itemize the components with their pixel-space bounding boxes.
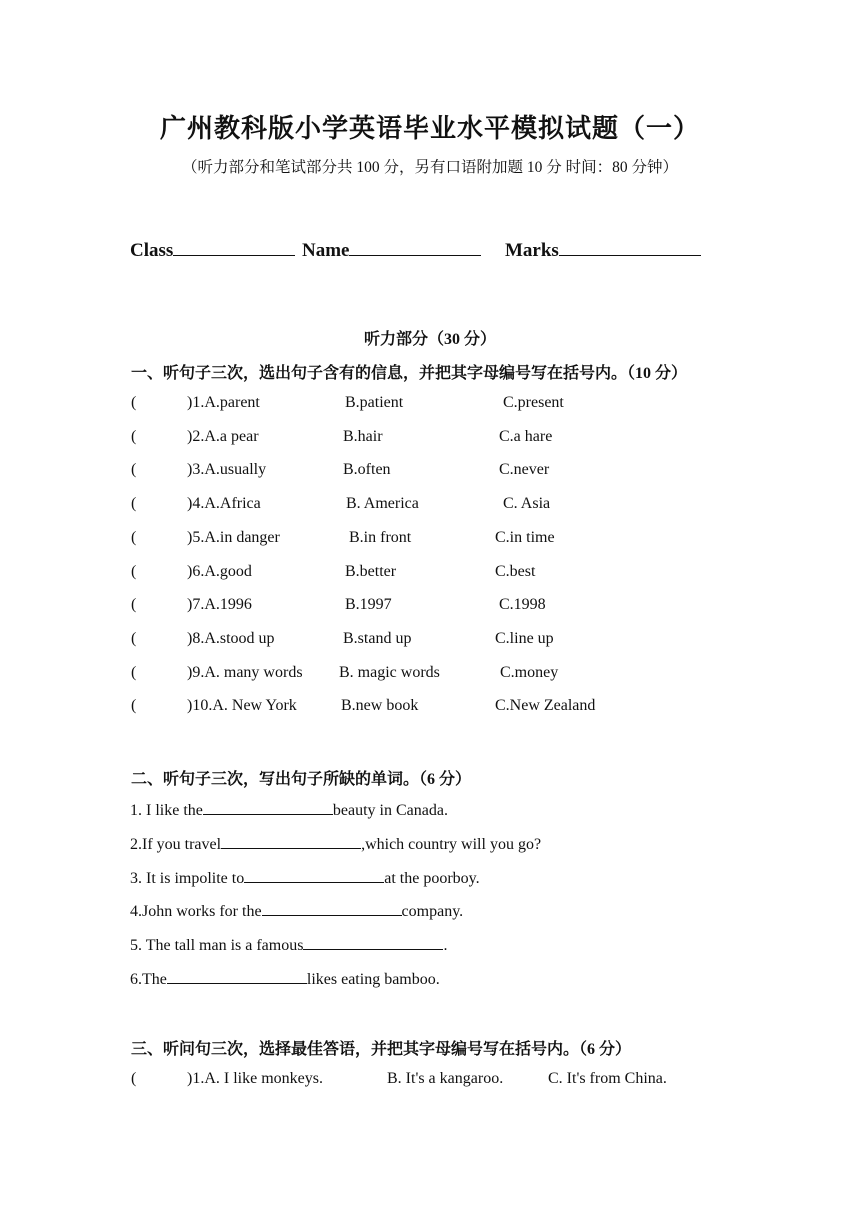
answer-paren[interactable]: (: [131, 461, 137, 479]
sentence-after: beauty in Canada.: [332, 802, 448, 819]
mc-question-row: [0, 428, 860, 450]
sentence-before: 3. It is impolite to: [130, 869, 245, 887]
option-b: B.1997: [345, 596, 392, 614]
class-blank[interactable]: [173, 241, 295, 256]
answer-paren[interactable]: (: [131, 629, 137, 647]
option-a: )10.A. New York: [187, 697, 297, 715]
mc-question-row: [0, 697, 860, 719]
name-field: [302, 240, 481, 262]
answer-blank[interactable]: [244, 868, 384, 883]
option-a: )5.A.in danger: [187, 528, 280, 546]
sentence-after: ,which country will you go?: [361, 835, 542, 853]
class-label: Class: [130, 240, 174, 261]
sentence-before: 5. The tall man is a famous: [130, 937, 304, 955]
fill-blank-row: [130, 969, 440, 989]
name-blank[interactable]: [349, 241, 481, 256]
option-a: )9.A. many words: [187, 663, 303, 681]
answer-paren[interactable]: (: [131, 1070, 137, 1087]
mc-question-row: [0, 1070, 860, 1092]
answer-paren[interactable]: (: [131, 427, 137, 445]
answer-blank[interactable]: [221, 834, 361, 849]
option-a: )3.A.usually: [187, 461, 267, 479]
option-a: )1.A.parent: [187, 394, 260, 411]
option-c: C.New Zealand: [495, 697, 596, 715]
option-c: C.1998: [499, 596, 546, 614]
option-b: B. magic words: [339, 663, 440, 681]
option-b: B. America: [346, 495, 419, 513]
section2-heading: 二、听句子三次，写出句子所缺的单词。（6 分）: [131, 771, 472, 788]
sentence-after: likes eating bamboo.: [306, 971, 440, 988]
sentence-before: 6.The: [130, 971, 167, 988]
option-a: )2.A.a pear: [187, 427, 259, 445]
name-label: Name: [302, 240, 350, 261]
mc-question-row: [0, 563, 860, 585]
listening-section-title: 听力部分（30 分）: [363, 331, 496, 348]
mc-question-row: [0, 630, 860, 652]
fill-blank-row: [130, 935, 447, 955]
option-c: C. Asia: [503, 495, 551, 513]
option-a: )1.A. I like monkeys.: [187, 1070, 323, 1087]
option-b: B.often: [343, 461, 391, 479]
option-c: C.present: [503, 394, 564, 411]
answer-paren[interactable]: (: [131, 697, 137, 715]
answer-paren[interactable]: (: [131, 394, 137, 411]
section1-heading: 一、听句子三次，选出句子含有的信息，并把其字母编号写在括号内。（10 分）: [131, 365, 688, 382]
mc-question-row: [0, 461, 860, 483]
option-c: C.money: [500, 663, 559, 681]
fill-blank-row: [130, 834, 541, 854]
answer-blank[interactable]: [167, 969, 307, 984]
answer-paren[interactable]: (: [131, 495, 137, 513]
option-a: )7.A.1996: [187, 596, 252, 614]
mc-question-row: [0, 596, 860, 618]
answer-blank[interactable]: [203, 800, 333, 815]
answer-blank[interactable]: [303, 935, 443, 950]
option-b: B.new book: [341, 697, 419, 715]
page-subtitle: （听力部分和笔试部分共 100 分，另有口语附加题 10 分 时间：80 分钟）: [181, 159, 678, 176]
option-b: B.hair: [343, 427, 383, 445]
option-b: B.patient: [345, 394, 404, 411]
fill-blank-row: [130, 868, 480, 888]
option-c: C.line up: [495, 629, 554, 647]
option-b: B.in front: [349, 528, 412, 546]
page-title: 广州教科版小学英语毕业水平模拟试题（一）: [159, 114, 700, 144]
answer-paren[interactable]: (: [131, 562, 137, 580]
option-c: C.in time: [495, 528, 555, 546]
mc-question-row: [0, 529, 860, 551]
sentence-before: 4.John works for the: [130, 903, 262, 921]
class-field: [130, 240, 295, 262]
fill-blank-row: [130, 901, 463, 921]
sentence-before: 1. I like the: [130, 802, 203, 819]
marks-blank[interactable]: [559, 241, 701, 256]
option-b: B. It's a kangaroo.: [387, 1070, 504, 1087]
marks-field: [505, 240, 701, 262]
mc-question-row: [0, 394, 860, 416]
marks-label: Marks: [505, 240, 559, 261]
mc-question-row: [0, 664, 860, 686]
sentence-after: .: [443, 937, 448, 955]
option-b: B.stand up: [343, 629, 412, 647]
mc-question-row: [0, 495, 860, 517]
option-a: )6.A.good: [187, 562, 252, 580]
answer-paren[interactable]: (: [131, 596, 137, 614]
answer-paren[interactable]: (: [131, 528, 137, 546]
option-a: )4.A.Africa: [187, 495, 261, 513]
option-c: C. It's from China.: [548, 1070, 667, 1087]
sentence-before: 2.If you travel: [130, 835, 222, 853]
option-c: C.best: [495, 562, 536, 580]
answer-blank[interactable]: [262, 901, 402, 916]
sentence-after: company.: [401, 903, 464, 921]
section3-heading: 三、听问句三次，选择最佳答语，并把其字母编号写在括号内。（6 分）: [131, 1041, 632, 1058]
option-a: )8.A.stood up: [187, 629, 275, 647]
answer-paren[interactable]: (: [131, 663, 137, 681]
sentence-after: at the poorboy.: [384, 869, 480, 887]
option-c: C.never: [499, 461, 550, 479]
option-c: C.a hare: [499, 427, 553, 445]
option-b: B.better: [345, 562, 397, 580]
fill-blank-row: [130, 800, 448, 820]
